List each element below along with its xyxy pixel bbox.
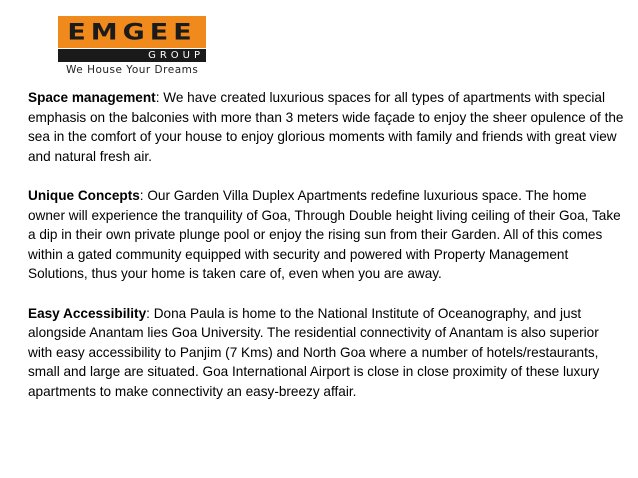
logo-group-text: GROUP [148, 49, 204, 61]
logo-wordmark: EMGEE [67, 19, 197, 45]
document-body [28, 88, 624, 421]
logo-group-bar [58, 49, 206, 62]
paragraph-heading: Space management [28, 90, 156, 105]
paragraph-text: : Dona Paula is home to the National Institute of Oceanography, and just alongside Anantam lies Goa University. The residential connectivity of Anantam is also superior with easy accessibility to Panjim (7 Kms) and North Goa where a number of hotels/restaurants, small and large are situated. Goa International Airport is close in close proximity of these luxury apartments to make connectivity an easy-breezy affair. [28, 305, 600, 399]
emgee-group-logo [58, 16, 206, 76]
paragraph-heading: Easy Accessibility [28, 305, 147, 321]
logo-wordmark-block [58, 16, 206, 48]
logo-tagline: We House Your Dreams [66, 64, 199, 76]
paragraph-space-management [28, 88, 624, 166]
paragraph-text: : We have created luxurious spaces for all types of apartments with special emphasis on the balconies with more than 3 meters wide façade to enjoy the sheer opulence of the sea in the comfort of your house to enjoy glorious moments with family and friends with great view and natural fresh air. [28, 90, 624, 164]
paragraph-text: : Our Garden Villa Duplex Apartments redefine luxurious space. The home owner will experience the tranquility of Goa, Through Double height living ceiling of their Goa, Take a dip in their own private plunge pool or enjoy the rising sun from their Garden. All of this comes within a gated community equipped with security and powered with Property Management Solutions, thus your home is taken care of, even when you are away. [28, 187, 621, 282]
paragraph-heading: Unique Concepts [28, 187, 140, 203]
paragraph-unique-concepts [28, 186, 624, 284]
paragraph-easy-accessibility [28, 304, 624, 402]
